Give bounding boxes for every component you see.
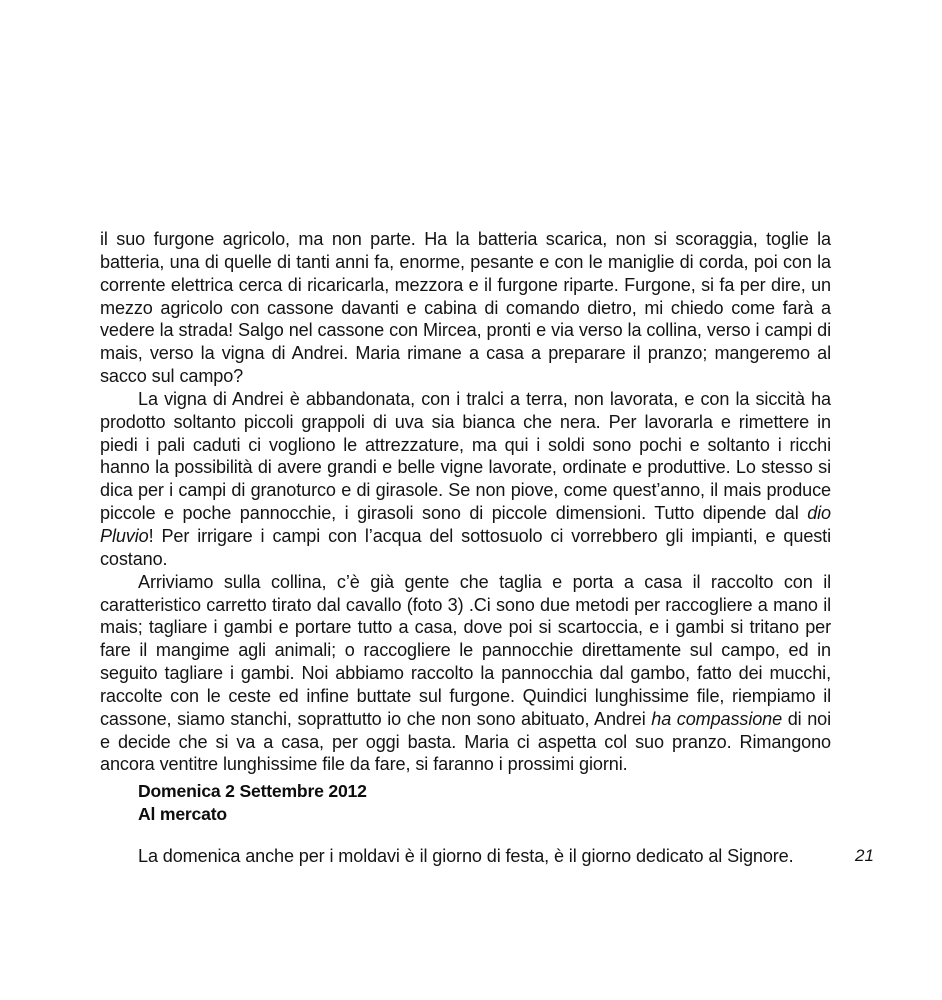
paragraph-collina-part-1: Arriviamo sulla collina, c’è già gente che taglia e porta a casa il raccolto con il caratteristico carretto tirato dal cavallo (foto 3) .Ci sono due metodi per raccogliere a mano il mais; tagliare i gambi e portare tutto a casa, dove poi si scartoccia, e i gambi si tritano per fare il mangime agli animali; o raccogliere le pannocchie direttamente sul campo, ed in seguito tagliare i gambi. Noi abbiamo raccolto la pannocchia dal gambo, fatto dei mucchi, raccolte con le ceste ed infine buttate sul furgone. Quindici lunghissime file, riempiamo il cassone, siamo stanchi, soprattutto io che non sono abituato, Andrei [100, 571, 831, 729]
heading-date: Domenica 2 Settembre 2012 [138, 781, 367, 801]
section-heading [138, 780, 367, 825]
paragraph-vigna-part-1: La vigna di Andrei è abbandonata, con i tralci a terra, non lavorata, e con la siccità ha prodotto soltanto piccoli grappoli di uva sia bianca che nera. Per lavorarla e rimettere in piedi i pali caduti ci vogliono le attrezzature, ma qui i soldi sono pochi e soltanto i ricchi hanno la possibilità di avere grandi e belle vigne lavorate, ordinate e produttive. Lo stesso si dica per i campi di granoturco e di girasole. Se non piove, come quest’anno, il mais produce piccole e poche pannocchie, i girasoli sono di piccole dimensioni. Tutto dipende dal [100, 388, 831, 524]
paragraph-furgone: il suo furgone agricolo, ma non parte. Ha la batteria scarica, non si scoraggia, toglie la batteria, una di quelle di tanti anni fa, enorme, pesante e con le maniglie di corda, poi con la corrente elettrica cerca di ricaricarla, mezzora e il furgone riparte. Furgone, si fa per dire, un mezzo agricolo con cassone davanti e cabina di comando dietro, mi chiedo come farà a vedere la strada! Salgo nel cassone con Mircea, pronti e via verso la collina, verso i campi di mais, verso la vigna di Andrei. Maria rimane a casa a preparare il pranzo; mangeremo al sacco sul campo? [100, 229, 831, 387]
page-number: 21 [855, 846, 874, 865]
paragraph-vigna-emphasis-dio-pluvio: dio Pluvio [100, 503, 831, 546]
paragraph-vigna-part-2: ! Per irrigare i campi con l’acqua del sottosuolo ci vorrebbero gli impianti, e questi costano. [100, 525, 831, 569]
closing-text-block [100, 845, 831, 868]
paragraph-collina-emphasis-ha-compassione: ha compassione [651, 708, 783, 729]
paragraph-vigna [100, 388, 831, 571]
body-text-column [100, 228, 831, 776]
paragraph-collina-part-2: di noi e decide che si va a casa, per oggi basta. Maria ci aspetta col suo pranzo. Rimangono ancora ventitre lunghissime file da fare, si faranno i prossimi giorni. [100, 708, 831, 775]
paragraph-domenica: La domenica anche per i moldavi è il giorno di festa, è il giorno dedicato al Signore. [138, 846, 794, 866]
heading-title: Al mercato [138, 803, 227, 824]
paragraph-collina [100, 571, 831, 777]
